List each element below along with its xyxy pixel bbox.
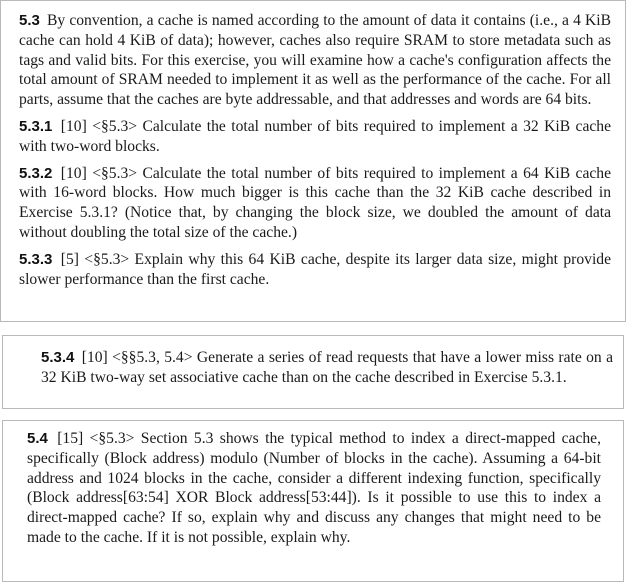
exercise-number: 5.3.1 — [19, 117, 53, 135]
exercise-5-3-4-panel — [2, 335, 624, 409]
exercise-text: [5] <§5.3> Explain why this 64 KiB cache, despite its larger data size, might provide slower performance than the first cache. — [19, 250, 611, 288]
exercise-number: 5.3.2 — [19, 164, 53, 182]
exercise-5-3-2 — [19, 164, 611, 243]
exercise-5-4-panel — [2, 420, 624, 582]
exercise-text: [10] <§5.3> Calculate the total number of bits required to implement a 64 KiB cache with 16-word blocks. How much bigger is this cache than the 32 KiB cache described in Exercise 5.3.1? (Notice that, by changing the block size, we doubled the amount of data without doubling the total size of the cache.) — [19, 164, 612, 241]
exercise-number: 5.3.3 — [19, 250, 53, 268]
exercise-5-3-4 — [41, 348, 613, 388]
exercise-5-3-intro — [19, 11, 611, 110]
exercise-5-3-1 — [19, 117, 611, 157]
exercise-5-3-3 — [19, 250, 611, 290]
exercise-number: 5.4 — [27, 430, 48, 447]
exercise-text: [15] <§5.3> Section 5.3 shows the typical method to index a direct-mapped cache, specifically (Block address) modulo (Number of blocks in the cache). Assuming a 64-bit address and 1024 blocks in the cache, consider a different indexing function, specifically (Block address[63:54] XOR Block address[53:44]). Is it possible to use this to index a direct-mapped cache? If so, explain why and discuss any changes that might need to be made to the cache. If it is not possible, explain why. — [27, 430, 601, 546]
exercise-5-4 — [27, 429, 601, 548]
exercise-text: [10] <§§5.3, 5.4> Generate a series of read requests that have a lower miss rate on a 32 KiB two-way set associative cache than on the cache described in Exercise 5.3.1. — [41, 349, 613, 386]
exercise-text: [10] <§5.3> Calculate the total number of bits required to implement a 32 KiB cache with two-word blocks. — [19, 117, 612, 155]
exercise-text: By convention, a cache is named according to the amount of data it contains (i.e., a 4 KiB cache can hold 4 KiB of data); however, caches also require SRAM to store metadata such as tags and valid bits. For this exercise, you will examine how a cache's configuration affects the total amount of SRAM needed to implement it as well as the performance of the cache. For all parts, assume that the caches are byte addressable, and that addresses and words are 64 bits. — [19, 12, 611, 109]
exercise-number: 5.3 — [19, 12, 40, 29]
exercise-number: 5.3.4 — [41, 349, 75, 366]
